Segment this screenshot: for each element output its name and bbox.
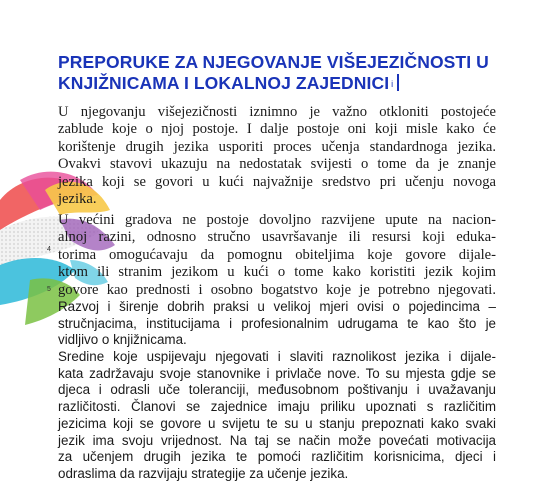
paragraph-line: jezicima koji se govore u svijetu te su u stanju prepoznati kako svaki [58,415,496,431]
paragraph-line: vidljivo o knjižnicama. [58,332,187,348]
paragraph-line: U njegovanju višejezičnosti iznimno je važno otkloniti postojeće [58,104,496,120]
paragraph-line: torima omogućavaju da pomognu obiteljima koje govore dijale- [58,246,496,263]
paragraph-line: za učenjem drugih jezika te pomoći različitim korisnicima, djeci i [58,449,496,465]
paragraph-1 [58,104,496,208]
paragraph-3 [58,349,496,483]
page-title [58,52,498,94]
margin-note-number: 4 [47,246,51,253]
paragraph-line: Razvoj i širenje dobrih praksi u velikoj mjeri ovisi o pojedincima – [58,299,496,314]
paragraph-line: djeca i odrasli uče toleranciji, međusobnom poštivanju i uvažavanju [58,382,496,398]
paragraph-line: alnoj razini, odnosno stručno usavršavanje ili resursi koji eduka- [58,229,496,246]
paragraph-line: korištenje drugih jezika usporiti proces učenja standardnoga jezika. [58,138,496,155]
paragraph-line: Sredine koje uspijevaju njegovati i slaviti raznolikost jezika i dijale- [58,349,496,364]
paragraph-line: ktom ili stranim jezikom u kući o tome kako koristiti jezik kojim [58,264,496,281]
paragraph-line: govore kao prednosti i osobno bogatstvo koje je potrebno njegovati. [58,281,496,298]
paragraph-line: zablude koje o njoj postoje. I dalje postoje oni koji misle kako će [58,121,496,138]
paragraph-line: U većini gradova ne postoje dovoljno razvijene upute na nacion- [58,212,496,228]
paragraph-line: stručnjacima, institucijama i profesionalnim udrugama te kao što je [58,315,496,331]
paragraph-2 [58,212,496,299]
paragraph-line: jezik ima svoju vrijednost. Na taj se način može povećati motivacija [58,432,496,448]
paragraph-line: Ovakvi stavovi ukazuju na nedostatak svijesti o tome da je znanje [58,156,496,173]
cursor-bar [397,74,399,91]
title-line-1: PREPORUKE ZA NJEGOVANJE VIŠEJEZIČNOSTI U [58,52,489,72]
paragraph-line: kata zadržavaju svoje stanovnike i privlače nove. To su mjesta gdje se [58,365,496,381]
title-footnote-marker: i [391,79,394,89]
paragraph-line: različitosti. Članovi se zajednice imaju priliku upoznati s različitim [58,399,496,415]
title-line-2: KNJIŽNICAMA I LOKALNOJ ZAJEDNICI [58,73,390,93]
margin-note-number: 5 [47,286,51,293]
paragraph-line: jezika koji se govori u kući najvažnije sredstvo pri učenju novoga [58,173,496,190]
paragraph-2-continued [58,299,496,349]
paragraph-line: jezika. [58,191,97,208]
paragraph-line: odraslima da razvijaju strategije za učenje jezika. [58,465,349,481]
